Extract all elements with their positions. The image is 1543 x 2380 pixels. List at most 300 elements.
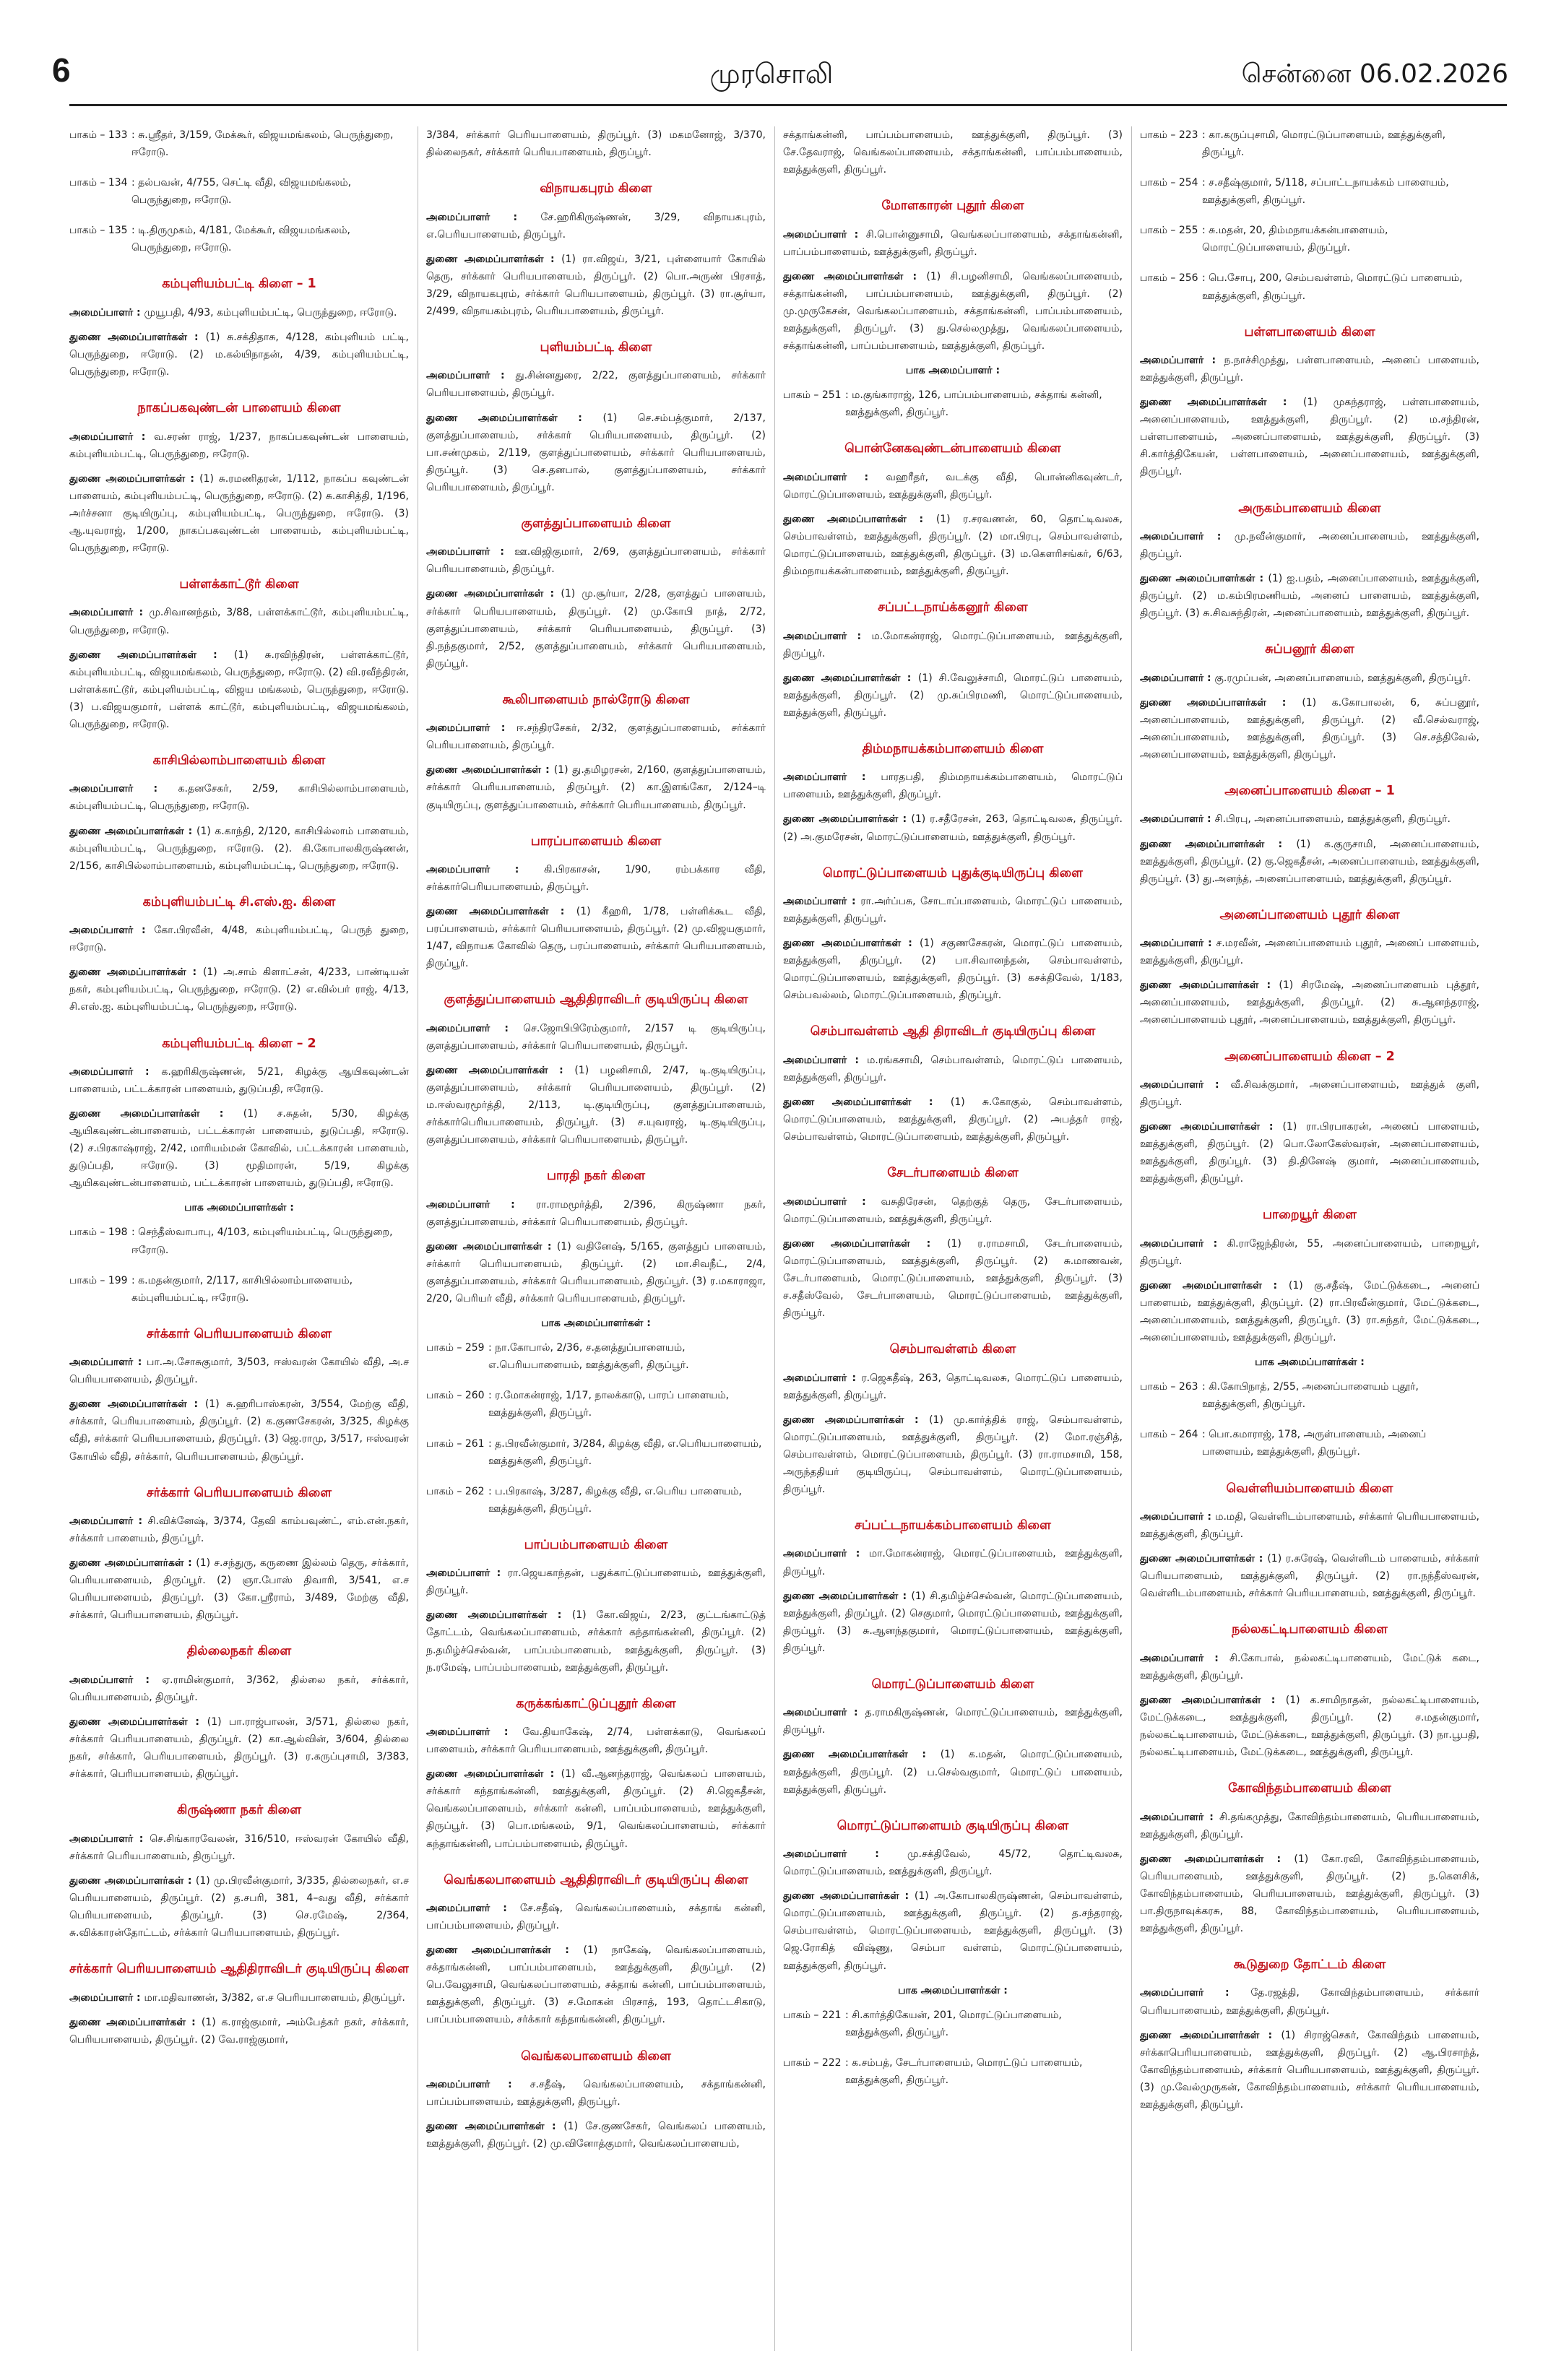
member-details: மு.சக்திவேல், 45/72, தொட்டிவலசு, மொரட்டுப்பாளையம், ஊத்துக்குளி, திருப்பூர். [783, 1848, 1123, 1878]
branch-heading: பள்ளபாளையம் கிளை [1244, 324, 1375, 339]
role-label: அமைப்பாளர் : [69, 306, 144, 319]
member-entry [69, 604, 409, 639]
role-label: துணை அமைப்பாளர்கள் : [1140, 1853, 1295, 1865]
branch-heading: செம்பாவள்ளம் கிளை [889, 1342, 1016, 1357]
member-details: (1) க.சாமிநாதன், நல்லகட்டிபாளையம், மேட்டுக்கடை, ஊத்துக்குளி, திருப்பூர். (2) ச.மதன்குமார், நல்லகட்டிபாளையம், மேட்டுக்கடை, ஊத்துக்குளி, திருப்பூர். (3) நா.பூபதி, நல்லகட்டிபாளையம், மேட்டுக்கடை, ஊத்துக்குளி, திருப்பூர். [1140, 1694, 1479, 1759]
role-label: அமைப்பாளர் : [426, 370, 516, 382]
member-entry [1140, 394, 1479, 480]
member-details: (1) நாகேஷ், வெங்கலப்பாளையம், சக்தாங்கன்னி, பாப்பம்பாளையம், ஊத்துக்குளி, திருப்பூர். (2) பெ.வேலுசாமி, வெங்கலப்பாளையம், சக்தாங் கன்னி, பாப்பம்பாளையம், ஊத்துக்குளி, திருப்பூர். (3) ச.மோகன் பிரசாத், 193, தொட்டசிகாடு, பாப்பம்பாளையம், சர்க்கார் கந்தாங்கன்னி, திருப்பூர். [426, 1944, 766, 2026]
member-entry [783, 628, 1123, 662]
member-entry [783, 1369, 1123, 1404]
member-details: (1) மு.கார்த்திக் ராஜ், செம்பாவள்ளம், மொரட்டுப்பாளையம், ஊத்துக்குளி, திருப்பூர். (2) மோ.ரஞ்சித், செம்பாவள்ளம், மொரட்டுப்பாளையம், திருப்பூர். (3) ரா.ராமசாமி, 158, அருந்ததியர் குடியிருப்பு, செம்பாவள்ளம், மொரட்டுப்பாளையம், திருப்பூர். [783, 1414, 1123, 1495]
member-details: (1) கீஹரி, 1/78, பள்ளிக்கூட வீதி, பரப்பாளையம், சர்க்கார் பெரியபாளையம், திருப்பூர். (2) மு.விஜயகுமார், 1/47, விநாயக கோவில் தெரு, பரப்பாளையம், சர்க்கார் பெரியபாளையம், திருப்பூர். [426, 906, 766, 970]
branch-heading: திம்மநாயக்கம்பாளையம் கிளை [862, 741, 1044, 756]
role-label: அமைப்பாளர் : [783, 1195, 881, 1208]
branch-heading: நாகப்பகவுண்டன் பாளையம் கிளை [137, 401, 341, 416]
booth-member: : பொ.கமாராஜ், 178, அருள்பாளையம், அனைப் பாளையம், ஊத்துக்குளி, திருப்பூர். [1202, 1429, 1427, 1458]
member-details: (1) சி.பழனிசாமி, வெங்கலப்பாளையம், சக்தாங்கன்னி, பாப்பம்பாளையம், ஊத்துக்குளி, திருப்பூர். (2) மு.முருகேசன், வெங்கலப்பாளையம், சக்தாங்கன்னி, பாப்பம்பாளையம், ஊத்துக்குளி, திருப்பூர். (3) து.செல்லமுத்து, வெங்கலப்பாளையம், சக்தாங்கன்னி, பாப்பம்பாளையம், ஊத்துக்குளி, திருப்பூர். [783, 270, 1123, 352]
branch-heading: விநாயகபுரம் கிளை [540, 181, 652, 196]
role-label: துணை அமைப்பாளர்கள் : [783, 270, 927, 282]
branch-heading: சுப்பனூர் கிளை [1265, 642, 1354, 657]
member-details: (1) ர.சுரேஷ், வெள்ளிடம் பாளையம், சர்க்கார் பெரியபாளையம், ஊத்துக்குளி, திருப்பூர். (2) ரா.நந்தீஸ்வரன், வெள்ளிடம்பாளையம், சர்க்கார் பெரியபாளையம், ஊத்துக்குளி, திருப்பூர். [1140, 1553, 1479, 1600]
role-label: அமைப்பாளர் : [1140, 1652, 1230, 1664]
member-entry [426, 1062, 766, 1148]
member-details: முயூபதி, 4/93, கம்புளியம்பட்டி, பெருந்துறை, ஈரோடு. [144, 306, 397, 319]
member-details: (1) து.தமிழரசன், 2/160, குளத்துப்பாளையம், சர்க்கார் பெரியபாளையம், திருப்பூர். (2) கா.இளங்கோ, 2/124–டி குடியிருப்பு, குளத்துப்பாளையம், சர்க்கார் பெரியபாளையம், திருப்பூர். [426, 764, 766, 811]
member-entry [1140, 810, 1479, 828]
booth-member: : சு.மதன், 20, திம்மநாயக்கன்பாளையம், மொரட்டுப்பாளையம், திருப்பூர். [1202, 225, 1388, 254]
member-details: (1) மு.சூர்யா, 2/28, குளத்துப் பாளையம், சர்க்கார் பெரியபாளையம், திருப்பூர். (2) மு.கோபி நாத், 2/72, குளத்துப்பாளையம், சர்க்கார் பெரியபாளையம், திருப்பூர். (3) தி.நந்தகுமார், 2/52, குளத்துப்பாளையம், சர்க்கார் பெரியபாளையம், திருப்பூர். [426, 588, 766, 670]
role-label: அமைப்பாளர் : [1140, 1510, 1216, 1523]
branch-heading: பாரதி நகர் கிளை [547, 1169, 645, 1184]
member-entry [783, 1588, 1123, 1657]
booth-entry [1140, 1378, 1479, 1413]
member-entry [783, 1411, 1123, 1498]
booth-member: : ம.குங்காராஜ், 126, பாப்பம்பாளையம், சக்தாங் கன்னி, ஊத்துக்குளி, திருப்பூர். [845, 389, 1102, 419]
member-entry [69, 1989, 409, 2007]
booth-member: : நா.கோபால், 2/36, ச.தனத்துப்பாளையம், எ.பெரியபாளையம், ஊத்துக்குளி, திருப்பூர். [488, 1342, 689, 1372]
branch-heading: சப்பட்டநாயக்கம்பாளையம் கிளை [855, 1518, 1051, 1533]
member-entry [69, 922, 409, 956]
column-2 [426, 126, 766, 2351]
branch-heading: பாப்பம்பாளையம் கிளை [524, 1537, 668, 1552]
member-entry [69, 1105, 409, 1192]
member-details: சி.கோபால், நல்லகட்டிபாளையம், மேட்டுக் கடை, ஊத்துக்குளி, திருப்பூர். [1140, 1652, 1479, 1682]
branch-heading: சர்க்கார் பெரியபாளையம் கிளை [146, 1485, 332, 1500]
member-details: கு.ரமுப்பன், அனைப்பாளையம், ஊத்துக்குளி, திருப்பூர். [1214, 672, 1471, 684]
role-label: அமைப்பாளர் : [1140, 1237, 1227, 1250]
member-entry [783, 469, 1123, 503]
member-details: (1) கோ.விஜய், 2/23, குட்டங்காட்டுத் தோட்டம், வெங்கலப்பாளையம், சர்க்கார் கந்தாங்கன்னி, திருப்பூர். (2) ந.தமிழ்ச்செல்வன், பாப்பம்பாளையம், ஊத்துக்குளி, திருப்பூர். (3) ந.ரமேஷ், பாப்பம்பாளையம், ஊத்துக்குளி, திருப்பூர். [426, 1609, 766, 1674]
member-details: (1) ச.சந்துரு, கருணை இல்லம் தெரு, சர்க்கார், பெரியபாளையம், திருப்பூர். (2) ஞா.போஸ் திவாரி, 3/541, எ.ச பெரியபாளையம், திருப்பூர். (3) கோ.ஸ்ரீராம், 3/489, மேற்கு வீதி, சர்க்கார், பெரியபாளையம், திருப்பூர். [69, 1557, 409, 1622]
booth-number: பாகம் – 256 [1140, 272, 1198, 285]
member-entry [783, 670, 1123, 722]
member-details: கி.ராஜேந்திரன், 55, அனைப்பாளையம், பாறையூர், திருப்பூர். [1140, 1237, 1479, 1267]
booth-entry [783, 386, 1123, 421]
role-label: துணை அமைப்பாளர்கள் : [1140, 979, 1279, 992]
member-details: ஏ.ராமின்குமார், 3/362, தில்லை நகர், சர்க்கார், பெரியபாளையம், திருப்பூர். [69, 1674, 409, 1703]
member-entry [1140, 1118, 1479, 1187]
role-label: துணை அமைப்பாளர்கள் : [1140, 1279, 1289, 1291]
member-details: ரா.ராமமூர்த்தி, 2/396, கிருஷ்ணா நகர், குளத்துப்பாளையம், சர்க்கார் பெரியபாளையம், திருப்பூர். [426, 1198, 766, 1228]
booth-member: : சி.கார்த்திகேயன், 201, மொரட்டுப்பாளையம், ஊத்துக்குளி, திருப்பூர். [845, 2009, 1062, 2038]
member-details: (1) ர.சரவணன், 60, தொட்டிவலசு, செம்பாவள்ளம், ஊத்துக்குளி, திருப்பூர். (2) மா.பிரபு, செம்பாவள்ளம், மொரட்டுப்பாளையம், ஊத்துக்குளி, திருப்பூர். (3) ம.கௌரிசங்கர், 6/63, திம்மநாயக்கன்பாளையம், ஊத்துக்குளி, திருப்பூர். [783, 513, 1123, 578]
member-entry [783, 769, 1123, 803]
role-label: அமைப்பாளர் : [426, 722, 517, 735]
role-label: அமைப்பாளர் : [783, 228, 866, 241]
member-entry [783, 1094, 1123, 1146]
role-label: அமைப்பாளர் : [1140, 530, 1235, 542]
booth-number: பாகம் – 262 [426, 1485, 485, 1497]
booth-entry [426, 1387, 766, 1421]
role-label: துணை அமைப்பாளர்கள் : [69, 825, 197, 837]
booth-number: பாகம் – 221 [783, 2009, 842, 2021]
member-details: ம.மதி, வெள்ளிடம்பாளையம், சர்க்கார் பெரியபாளையம், ஊத்துக்குளி, திருப்பூர். [1140, 1510, 1479, 1540]
member-entry [426, 1238, 766, 1307]
role-label: அமைப்பாளர் : [69, 925, 155, 937]
member-entry [1140, 1851, 1479, 1937]
member-entry [426, 410, 766, 496]
role-label: அமைப்பாளர் : [1140, 355, 1224, 366]
role-label: அமைப்பாளர் : [783, 1848, 908, 1861]
booth-number: பாகம் – 263 [1140, 1381, 1198, 1393]
role-label: அமைப்பாளர் : [783, 1054, 868, 1066]
member-entry [426, 543, 766, 578]
member-entry [69, 304, 409, 321]
booth-entry [69, 222, 409, 256]
subsection-heading: பாக அமைப்பாளர்கள் : [1255, 1356, 1365, 1369]
member-details: ரா.ஜெயகாந்தன், பதுக்காட்டுப்பாளையம், ஊத்துக்குளி, திருப்பூர். [426, 1567, 766, 1597]
branch-heading: அனைப்பாளையம் கிளை – 2 [1224, 1049, 1395, 1064]
branch-heading: கம்புளியம்பட்டி கிளை – 2 [162, 1036, 316, 1051]
booth-number: பாகம் – 135 [69, 225, 128, 237]
member-entry [1140, 670, 1479, 687]
role-label: அமைப்பாளர் : [783, 771, 881, 784]
branch-heading: கம்புளியம்பட்டி சி.எஸ்.ஐ. கிளை [142, 894, 336, 909]
member-details: (1) க.ராஜ்குமார், அம்பேத்கர் நகர், சர்க்கார், பெரியபாளையம், திருப்பூர். (2) வே.ராஜ்குமார், [69, 2016, 409, 2046]
booth-entry [1140, 174, 1479, 209]
member-entry [426, 1723, 766, 1758]
member-details: கி.பிரகாசன், 1/90, ரம்பக்கார வீதி, சர்க்கார்பெரியபாளையம், திருப்பூர். [426, 863, 766, 893]
page-number: 6 [52, 51, 71, 89]
member-details: (1) மு.பிரவீன்குமார், 3/335, தில்லைநகர், எ.ச பெரியபாளையம், திருப்பூர். (2) த.சபரி, 381, 4–வது வீதி, சர்க்கார் பெரியபாளையம், திருப்பூர். (3) செ.ரமேஷ், 2/364, சு.விக்காரன்தோட்டம், சர்க்கார் பெரியபாளையம், திருப்பூர். [69, 1874, 409, 1939]
role-label: துணை அமைப்பாளர்கள் : [426, 253, 562, 265]
branch-heading: கம்புளியம்பட்டி கிளை – 1 [162, 277, 316, 292]
booth-member: : ச.சதீஷ்குமார், 5/118, சப்பாட்டநாயக்கம் பாளையம், ஊத்துக்குளி, திருப்பூர். [1202, 177, 1449, 207]
column-divider [1131, 126, 1132, 2351]
member-details: ந.நாச்சிமுத்து, பள்ளபாளையம், அனைப் பாளையம், ஊத்துக்குளி, திருப்பூர். [1140, 355, 1479, 384]
member-entry [783, 1845, 1123, 1880]
member-entry [426, 126, 766, 161]
role-label: துணை அமைப்பாளர்கள் : [1140, 573, 1268, 585]
member-details: (1) சு.ரமணிதரன், 1/112, நாகப்ப கவுண்டன் பாளையம், கம்புளியம்பட்டி, பெருந்துறை, ஈரோடு. (2) சு.காசித்தி, 1/196, அர்ச்சனா குடியிருப்பு, கம்புளியம்பட்டி, பெருந்துறை, ஈரோடு. (3) ஆ.யுவராஜ், 1/200, நாகப்பகவுண்டன் பாளையம், கம்புளியம்பட்டி, பெருந்துறை, ஈரோடு. [69, 472, 409, 554]
subsection-heading: பாக அமைப்பாளர் : [905, 365, 1000, 377]
role-label: துணை அமைப்பாளர்கள் : [69, 1398, 205, 1411]
member-details: (1) ரா.பிரபாகரன், அனைப் பாளையம், ஊத்துக்குளி, திருப்பூர். (2) பொ.லோகேஸ்வரன், அனைப்பாளையம், ஊத்துக்குளி, திருப்பூர். (3) தி.தினேஷ் குமார், அனைப்பாளையம், ஊத்துக்குளி, திருப்பூர். [1140, 1121, 1479, 1185]
member-entry [69, 470, 409, 557]
member-details: (1) கோ.ரவி, கோவிந்தம்பாளையம், பெரியபாளையம், ஊத்துக்குளி, திருப்பூர். (2) ந.கௌசிக், கோவிந்தம்பாளையம், பெரியபாளையம், ஊத்துக்குளி, திருப்பூர். (3) பா.திருநாவுக்கரசு, 88, கோவிந்தம்பாளையம், பெரியபாளையம், ஊத்துக்குளி, திருப்பூர். [1140, 1853, 1479, 1934]
role-label: அமைப்பாளர் : [426, 2078, 530, 2090]
branch-heading: சர்க்கார் பெரியபாளையம் கிளை [146, 1326, 332, 1341]
branch-heading: அனைப்பாளையம் புதூர் கிளை [1219, 907, 1400, 922]
member-details: சக்தாங்கன்னி, பாப்பம்பாளையம், ஊத்துக்குளி, திருப்பூர். (3) சே.தேவராஜ், வெங்கலப்பாளையம், சக்தாங்கன்னி, பாப்பம்பாளையம், ஊத்துக்குளி, திருப்பூர். [783, 129, 1123, 176]
member-entry [426, 367, 766, 402]
member-entry [1140, 694, 1479, 763]
member-entry [69, 329, 409, 381]
booth-member: : தல்பவன், 4/755, செட்டி வீதி, விஜயமங்கலம், பெருந்துறை, ஈரோடு. [131, 177, 352, 207]
member-entry [69, 1713, 409, 1783]
header-rule [69, 104, 1507, 106]
role-label: அமைப்பாளர் : [69, 783, 178, 795]
member-entry [69, 1830, 409, 1865]
role-label: துணை அமைப்பாளர்கள் : [1140, 397, 1303, 409]
branch-heading: காசிபில்லாம்பாளையம் கிளை [152, 753, 326, 768]
branch-heading: புளியம்பட்டி கிளை [540, 340, 652, 355]
branch-heading: சர்க்கார் பெரியபாளையம் ஆதிதிராவிடர் குடியிருப்பு கிளை [69, 1962, 409, 1977]
role-label: துணை அமைப்பாளர்கள் : [69, 1874, 196, 1887]
branch-heading: சப்பட்டநாய்க்கனூர் கிளை [878, 600, 1028, 615]
member-entry [426, 903, 766, 972]
member-details: செ.ஜோபிபிரேம்குமார், 2/157 டி குடியிருப்பு, குளத்துப்பாளையம், சர்க்கார் பெரியபாளையம், திருப்பூர். [426, 1022, 766, 1052]
member-entry [783, 893, 1123, 927]
member-details: (1) க.மதன், மொரட்டுப்பாளையம், ஊத்துக்குளி, திருப்பூர். (2) ப.செல்வகுமார், மொரட்டுப் பாளையம், ஊத்துக்குளி, திருப்பூர். [783, 1749, 1123, 1796]
member-entry [1140, 836, 1479, 888]
member-details: (1) கு.சதீஷ், மேட்டுக்கடை, அனைப் பாளையம், ஊத்துக்குளி, திருப்பூர். (2) ரா.பிரவீன்குமார், மேட்டுக்கடை, அனைப்பாளையம், ஊத்துக்குளி, திருப்பூர். (3) ரா.சுந்தர், மேட்டுக்கடை, அனைப்பாளையம், ஊத்துக்குளி, திருப்பூர். [1140, 1279, 1479, 1344]
branch-heading: மொரட்டுப்பாளையம் குடியிருப்பு கிளை [837, 1818, 1069, 1833]
role-label: துணை அமைப்பாளர்கள் : [426, 588, 561, 600]
member-details: (1) சி.வேலுச்சாமி, மொரட்டுப் பாளையம், ஊத்துக்குளி, திருப்பூர். (2) மு.சுப்பிரமணி, மொரட்டுப்பாளையம், ஊத்துக்குளி, திருப்பூர். [783, 672, 1123, 719]
role-label: அமைப்பாளர் : [69, 1991, 144, 2004]
booth-member: : செந்தீஸ்வாபாபு, 4/103, கம்புளியம்பட்டி, பெருந்துறை, ஈரோடு. [131, 1226, 393, 1256]
member-entry [1140, 2027, 1479, 2113]
member-details: 3/384, சர்க்கார் பெரியபாளையம், திருப்பூர். (3) மகமனோஜ், 3/370, தில்லைநகர், சர்க்கார் பெரியபாளையம், திருப்பூர். [426, 129, 766, 159]
member-entry [426, 1565, 766, 1599]
booth-member: : பெ.சோபு, 200, செம்பவள்ளம், மொரட்டுப் பாளையம், ஊத்துக்குளி, திருப்பூர். [1202, 272, 1463, 302]
booth-number: பாகம் – 261 [426, 1437, 485, 1450]
role-label: துணை அமைப்பாளர்கள் : [783, 1096, 951, 1108]
member-details: து.சின்னதுரை, 2/22, குளத்துப்பாளையம், சர்க்கார் பெரியபாளையம், திருப்பூர். [426, 370, 766, 399]
branch-heading: கருக்கங்காட்டுப்புதூர் கிளை [516, 1696, 676, 1711]
role-label: துணை அமைப்பாளர்கள் : [1140, 838, 1297, 850]
member-entry [426, 1196, 766, 1231]
member-details: (1) ஐ.பதம், அனைப்பாளையம், ஊத்துக்குளி, திருப்பூர். (2) ம.கம்பிரமணியம், அனைப் பாளையம், ஊத்துக்குளி, திருப்பூர். (3) சு.சிவசுந்திரன், அனைப்பாளையம், ஊத்துக்குளி, திருப்பூர். [1140, 573, 1479, 620]
role-label: அமைப்பாளர் : [426, 1902, 520, 1914]
role-label: அமைப்பாளர் : [426, 1567, 508, 1580]
role-label: அமைப்பாளர் : [1140, 1078, 1231, 1091]
role-label: துணை அமைப்பாளர்கள் : [426, 764, 554, 776]
branch-heading: வெங்கலபாளையம் கிளை [521, 2048, 671, 2064]
member-entry [1140, 1235, 1479, 1270]
member-entry [783, 1704, 1123, 1739]
role-label: துணை அமைப்பாளர்கள் : [69, 1108, 243, 1120]
booth-number: பாகம் – 134 [69, 177, 128, 189]
member-details: க.தனசேகர், 2/59, காசிபில்லாம்பாளையம், கம்புளியம்பட்டி, பெருந்துறை, ஈரோடு. [69, 783, 409, 813]
member-entry [69, 1513, 409, 1547]
member-details: (1) வதினேஷ், 5/165, குளத்துப் பாளையம், சர்க்கார் பெரியபாளையம், திருப்பூர். (2) மா.சிவநீட், 2/4, குளத்துப்பாளையம், சர்க்கார் பெரியபாளையம், திருப்பூர். (3) ர.மகாராஜா, 2/20, பெரியர் வீதி, சர்க்கார் பெரியபாளையம், திருப்பூர். [426, 1240, 766, 1305]
booth-entry [1140, 1426, 1479, 1461]
member-entry [426, 2076, 766, 2111]
branch-heading: நல்லகட்டிபாளையம் கிளை [1232, 1622, 1388, 1637]
branch-heading: கோவிந்தம்பாளையம் கிளை [1228, 1781, 1391, 1796]
member-entry [426, 1020, 766, 1055]
role-label: துணை அமைப்பாளர்கள் : [69, 2016, 202, 2028]
branch-heading: கிருஷ்ணா நகர் கிளை [177, 1803, 301, 1818]
member-details: (1) சு.சக்திதாசு, 4/128, கம்புளியம் பட்டி, பெருந்துறை, ஈரோடு. (2) ம.கல்யிநாதன், 4/39, கம்புளியம்பட்டி, பெருந்துறை, ஈரோடு. [69, 331, 409, 378]
branch-heading: மொரட்டுப்பாளையம் கிளை [871, 1676, 1034, 1692]
role-label: அமைப்பாளர் : [69, 1515, 148, 1527]
booth-member: : க.சம்பத், சேடர்பாளையம், மொரட்டுப் பாளையம், ஊத்துக்குளி, திருப்பூர். [845, 2056, 1083, 2086]
booth-entry [69, 174, 409, 209]
role-label: அமைப்பாளர் : [426, 1022, 524, 1034]
member-details: சே.சதீஷ், வெங்கலப்பாளையம், சக்தாங் கன்னி, பாப்பம்பாளையம், திருப்பூர். [426, 1902, 766, 1932]
member-details: ம.ரங்கசாமி, செம்பாவள்ளம், மொரட்டுப் பாளையம், ஊத்துக்குளி, திருப்பூர். [783, 1054, 1123, 1083]
role-label: துணை அமைப்பாளர்கள் : [69, 1715, 207, 1728]
member-details: (1) ச.சுதன், 5/30, கிழக்கு ஆயிகவுண்டன்பாளையம், பட்டக்காரன் பாளையம், துடுப்பதி, ஈரோடு. (2) ச.பிரகாஷ்ராஜ், 2/42, மாரியம்மன் கோவில், பட்டக்காரன் பாளையம், துடுப்பதி, ஈரோடு. (3) மூதிமாரன், 5/19, கிழக்கு ஆயிகவுண்டன்பாளையம், பட்டக்காரன் பாளையம், துடுப்பதி, ஈரோடு. [69, 1108, 409, 1190]
booth-number: பாகம் – 223 [1140, 129, 1198, 141]
role-label: அமைப்பாளர் : [426, 211, 541, 223]
member-details: மா.மோகன்ராஜ், மொரட்டுப்பாளையம், ஊத்துக்குளி, திருப்பூர். [783, 1548, 1123, 1578]
booth-member: : ப.பிரகாஷ், 3/287, கிழக்கு வீதி, எ.பெரிய பாளையம், ஊத்துக்குளி, திருப்பூர். [488, 1485, 742, 1515]
member-details: (1) ர.சதீரேசன், 263, தொட்டிவலசு, திருப்பூர். (2) அ.குமரேசன், மொரட்டுப்பாளையம், ஊத்துக்குளி, திருப்பூர். [783, 813, 1123, 843]
member-details: சி.விக்னேஷ், 3/374, தேவி காம்பவுண்ட், எம்.என்.நகர், சர்க்கார் பாளையம், திருப்பூர். [69, 1515, 409, 1545]
booth-member: : த.பிரவீன்குமார், 3/284, கிழக்கு வீதி, எ.பெரியபாளையம், ஊத்துக்குளி, திருப்பூர். [488, 1437, 762, 1467]
member-entry [426, 761, 766, 813]
member-details: வசுதிரேசன், தெற்குத் தெரு, சேடர்பாளையம், மொரட்டுப்பாளையம், ஊத்துக்குளி, திருப்பூர். [783, 1195, 1123, 1225]
role-label: அமைப்பாளர் : [1140, 1987, 1251, 1999]
role-label: துணை அமைப்பாளர்கள் : [426, 1609, 572, 1622]
branch-heading: கூடுதுறை தோட்டம் கிளை [1233, 1957, 1386, 1973]
member-details: ஊ.விஜிகுமார், 2/69, குளத்துப்பாளையம், சர்க்கார் பெரியபாளையம், திருப்பூர். [426, 546, 766, 576]
masthead [0, 0, 1543, 101]
role-label: துணை அமைப்பாளர்கள் : [783, 672, 918, 684]
role-label: துணை அமைப்பாளர்கள் : [783, 813, 912, 826]
booth-entry [69, 1224, 409, 1258]
branch-heading: பாறையூர் கிளை [1263, 1208, 1357, 1223]
member-entry [426, 585, 766, 672]
role-label: அமைப்பாளர் : [783, 1548, 869, 1560]
member-entry [69, 2014, 409, 2048]
booth-entry [1140, 222, 1479, 256]
member-details: (1) க.குருசாமி, அனைப்பாளையம், ஊத்துக்குளி, திருப்பூர். (2) கு.ஜெகதீசன், அனைப்பாளையம், ஊத்துக்குளி, திருப்பூர். (3) து.அனந்த், அனைப்பாளையம், ஊத்துக்குளி, திருப்பூர். [1140, 838, 1479, 885]
member-entry [783, 511, 1123, 580]
member-entry [783, 935, 1123, 1004]
member-details: வ.சரண் ராஜ், 1/237, நாகப்பகவுண்டன் பாளையம், கம்புளியம்பட்டி, பெருந்துறை, ஈரோடு. [69, 430, 409, 460]
member-details: ச.சதீஷ், வெங்கலப்பாளையம், சக்தாங்கன்னி, பாப்பம்பாளையம், ஊத்துக்குளி, திருப்பூர். [426, 2078, 766, 2108]
member-details: வஹரீதர், வடக்கு வீதி, பொன்னிகவுண்டர், மொரட்டுப்பாளையம், ஊத்துக்குளி, திருப்பூர். [783, 471, 1123, 501]
member-entry [783, 1052, 1123, 1086]
column-1 [69, 126, 409, 2351]
member-entry [69, 780, 409, 815]
booth-number: பாகம் – 199 [69, 1274, 128, 1286]
member-details: சே.ஹரிகிருஷ்ணன், 3/29, விநாயகபுரம், எ.பெரியபாளையம், திருப்பூர். [426, 211, 766, 241]
role-label: துணை அமைப்பாளர்கள் : [783, 1237, 948, 1250]
booth-entry [426, 1339, 766, 1374]
member-details: சி.பொன்னுசாமி, வெங்கலப்பாளையம், சக்தாங்கன்னி, பாப்பம்பாளையம், ஊத்துக்குளி, திருப்பூர். [783, 228, 1123, 258]
subsection-heading: பாக அமைப்பாளர்கள் : [184, 1202, 294, 1214]
member-entry [783, 1887, 1123, 1974]
member-entry [69, 1872, 409, 1942]
member-entry [1140, 352, 1479, 386]
booth-number: பாகம் – 259 [426, 1342, 485, 1354]
branch-heading: மோளகாரன் புதூர் கிளை [881, 199, 1024, 214]
member-details: ரா.அர்ப்பசு, சோடாப்பாளையம், மொரட்டுப் பாளையம், ஊத்துக்குளி, திருப்பூர். [783, 895, 1123, 925]
member-details: தே.ரஜத்தி, கோவிந்தம்பாளையம், சர்க்கார் பெரியபாளையம், ஊத்துக்குளி, திருப்பூர். [1140, 1987, 1479, 2017]
member-details: (1) முகந்தராஜ், பள்ளபாளையம், அனைப்பாளையம், ஊத்துக்குளி, திருப்பூர். (2) ம.சந்திரன், பள்ளபாளையம், அனைப்பாளையம், ஊத்துக்குளி, திருப்பூர். (3) சி.கார்த்திகேயன், பள்ளபாளையம், அனைப்பாளையம், ஊத்துக்குளி, திருப்பூர். [1140, 397, 1479, 478]
member-entry [69, 1671, 409, 1706]
member-details: (1) சு.கோகுல், செம்பாவள்ளம், மொரட்டுப்பாளையம், ஊத்துக்குளி, திருப்பூர். (2) அபத்தர் ராஜ், செம்பாவள்ளம், மொரட்டுப்பாளையம், ஊத்துக்குளி, திருப்பூர். [783, 1096, 1123, 1143]
member-details: ச.மரவீன், அனைப்பாளையம் புதூர், அனைப் பாளையம், ஊத்துக்குளி, திருப்பூர். [1140, 938, 1479, 967]
member-entry [426, 1942, 766, 2028]
role-label: துணை அமைப்பாளர்கள் : [426, 412, 603, 424]
role-label: அமைப்பாளர் : [69, 430, 154, 443]
place-and-date: சென்னை 06.02.2026 [1241, 59, 1508, 89]
member-details: (1) சே.குணசேகர், வெங்கலப் பாளையம், ஊத்துக்குளி, திருப்பூர். (2) மு.வினோத்குமார், வெங்கலப்பாளையம், [426, 2121, 766, 2150]
member-entry [1140, 1508, 1479, 1543]
booth-entry [1140, 126, 1479, 161]
role-label: துணை அமைப்பாளர்கள் : [783, 1590, 912, 1602]
branch-heading: தில்லைநகர் கிளை [186, 1644, 292, 1659]
member-entry [1140, 1277, 1479, 1346]
member-entry [69, 1354, 409, 1388]
branch-heading: குளத்துப்பாளையம் ஆதிதிராவிடர் குடியிருப்பு கிளை [444, 992, 748, 1008]
role-label: துணை அமைப்பாளர்கள் : [69, 966, 203, 979]
member-details: மு.நவீன்குமார், அனைப்பாளையம், ஊத்துக்குளி, திருப்பூர். [1140, 530, 1479, 560]
member-details: (1) செ.சம்பத்குமார், 2/137, குளத்துப்பாளையம், சர்க்கார் பெரியபாளையம், திருப்பூர். (2) பா.சண்முகம், 2/119, குளத்துப்பாளையம், சர்க்கார் பெரியபாளையம், திருப்பூர். (3) செ.தனபால், குளத்துப்பாளையம், சர்க்கார் பெரியபாளையம், திருப்பூர். [426, 412, 766, 493]
member-entry [426, 1900, 766, 1934]
member-entry [69, 1063, 409, 1098]
branch-heading: மொரட்டுப்பாளையம் புதுக்குடியிருப்பு கிளை [823, 865, 1083, 880]
member-entry [1140, 570, 1479, 622]
member-details: த.ராமகிருஷ்ணன், மொரட்டுப்பாளையம், ஊத்துக்குளி, திருப்பூர். [783, 1707, 1123, 1736]
member-entry [426, 1765, 766, 1852]
member-details: (1) ர.ராமசாமி, சேடர்பாளையம், மொரட்டுப்பாளையம், ஊத்துக்குளி, திருப்பூர். (2) சு.மாணவன், சேடர்பாளையம், மொரட்டுப்பாளையம், ஊத்துக்குளி, திருப்பூர். (3) ச.சதீஸ்வேல், சேடர்பாளையம், மொரட்டுப்பாளையம், ஊத்துக்குளி, திருப்பூர். [783, 1237, 1123, 1320]
member-entry [1140, 935, 1479, 969]
role-label: துணை அமைப்பாளர்கள் : [426, 1768, 561, 1780]
booth-member: : கா.கருப்புசாமி, மொரட்டுப்பாளையம், ஊத்துக்குளி, திருப்பூர். [1202, 129, 1446, 159]
booth-entry [426, 1435, 766, 1470]
member-entry [426, 861, 766, 896]
subsection-heading: பாக அமைப்பாளர்கள் : [541, 1317, 651, 1330]
role-label: துணை அமைப்பாளர்கள் : [426, 906, 576, 918]
column-4 [1140, 126, 1479, 2351]
role-label: அமைப்பாளர் : [426, 1198, 536, 1211]
booth-entry [426, 1483, 766, 1518]
member-entry [426, 1606, 766, 1676]
role-label: துணை அமைப்பாளர்கள் : [1140, 1121, 1283, 1133]
member-details: (1) அ.கோபாலகிருஷ்ணன், செம்பாவள்ளம், மொரட்டுப்பாளையம், ஊத்துக்குளி, திருப்பூர். (2) த.சந்தராஜ், செம்பாவள்ளம், மொரட்டுப்பாளையம், ஊத்துக்குளி, திருப்பூர். (3) ஜெ.ரோகித் விஷ்ணு, செம்பா வள்ளம், மொரட்டுப்பாளையம், ஊத்துக்குளி, திருப்பூர். [783, 1890, 1123, 1972]
member-entry [1140, 1650, 1479, 1684]
member-entry [1140, 1550, 1479, 1602]
role-label: துணை அமைப்பாளர்கள் : [1140, 1553, 1268, 1565]
role-label: துணை அமைப்பாளர்கள் : [1140, 1694, 1286, 1706]
member-details: (1) சிரமேஷ், அனைப்பாளையம் புத்தூர், அனைப்பாளையம், ஊத்துக்குளி, திருப்பூர். (2) சு.ஆனந்தராஜ், அனைப்பாளையம் புதூர், அனைப்பாளையம், ஊத்துக்குளி, திருப்பூர். [1140, 979, 1479, 1026]
booth-entry [783, 2007, 1123, 2041]
member-details: (1) பழனிசாமி, 2/47, டி.குடியிருப்பு, குளத்துப்பாளையம், சர்க்கார் பெரியபாளையம், திருப்பூர். (2) ம.ஈஸ்வரமூர்த்தி, 2/113, டி.குடியிருப்பு, குளத்துப்பாளையம், சர்க்கார்பெரியபாளையம், திருப்பூர். (3) ச.யுவராஜ், டி.குடியிருப்பு, குளத்துப்பாளையம், சர்க்கார் பெரியபாளையம், திருப்பூர். [426, 1064, 766, 1146]
role-label: அமைப்பாளர் : [783, 1372, 862, 1384]
booth-entry [69, 126, 409, 161]
member-details: (1) அ.சாம் கிளாட்சன், 4/233, பாண்டியன் நகர், கம்புளியம்பட்டி, பெருந்துறை, ஈரோடு. (2) எ.வில்பர் ராஜ், 4/13, சி.எஸ்.ஐ. கம்புளியம்பட்டி, பெருந்துறை, ஈரோடு. [69, 966, 409, 1013]
member-details: (1) ரா.விஜய், 3/21, புள்ளையார் கோயில் தெரு, சர்க்கார் பெரியபாளையம், திருப்பூர். (2) பொ.அருண் பிரசாத், 3/29, விநாயகபுரம், சர்க்கார் பெரியபாளையம், திருப்பூர். (3) ரா.சூர்யா, 2/499, விநாயகம்புரம், பெரியபாளையம், திருப்பூர். [426, 253, 766, 317]
column-divider [774, 126, 775, 2351]
booth-number: பாகம் – 251 [783, 389, 842, 402]
role-label: அமைப்பாளர் : [783, 895, 861, 907]
member-details: (1) சு.ரவிந்திரன், பள்ளக்காட்டூர், கம்புளியம்பட்டி, விஜயமங்கலம், பெருந்துறை, ஈரோடு. (2) வி.ரவீந்திரன், பள்ளக்காட்டூர், கம்புளியம்பட்டி, விஜய மங்கலம், பெருந்துறை, ஈரோடு. (3) ப.விஜயகுமார், பள்ளக் காட்டூர், கம்புளியம்பட்டி, விஜயமங்கலம், பெருந்துறை, ஈரோடு. [69, 649, 409, 730]
role-label: துணை அமைப்பாளர்கள் : [783, 1749, 941, 1761]
member-entry [783, 1746, 1123, 1798]
booth-entry [69, 1272, 409, 1307]
booth-entry [1140, 269, 1479, 304]
member-entry [783, 268, 1123, 355]
member-details: (1) சி.தமிழ்ச்செல்வன், மொரட்டுப்பாளையம், ஊத்துக்குளி, திருப்பூர். (2) செகுமார், மொரட்டுப்பாளையம், ஊத்துக்குளி, திருப்பூர். (3) சு.ஆனந்தகுமார், மொரட்டுப்பாளையம், ஊத்துக்குளி, திருப்பூர். [783, 1590, 1123, 1654]
role-label: அமைப்பாளர் : [69, 607, 150, 619]
member-entry [426, 2118, 766, 2152]
member-entry [426, 209, 766, 243]
booth-number: பாகம் – 264 [1140, 1429, 1198, 1441]
member-entry [69, 1395, 409, 1465]
subsection-heading: பாக அமைப்பாளர்கள் : [898, 1984, 1008, 1996]
branch-heading: செம்பாவள்ளம் ஆதி திராவிடர் குடியிருப்பு கிளை [810, 1024, 1096, 1039]
member-entry [783, 1235, 1123, 1322]
newspaper-name: முரசொலி [709, 58, 834, 90]
booth-number: பாகம் – 133 [69, 129, 128, 141]
branch-heading: குளத்துப்பாளையம் கிளை [521, 516, 671, 531]
role-label: அமைப்பாளர் : [783, 1707, 865, 1719]
role-label: அமைப்பாளர் : [426, 863, 544, 875]
member-details: க.ஹரிகிருஷ்ணன், 5/21, கிழக்கு ஆயிகவுண்டன் பாளையம், பட்டக்காரன் பாளையம், துடுப்பதி, ஈரோடு. [69, 1065, 409, 1095]
booth-number: பாகம் – 254 [1140, 177, 1198, 189]
role-label: துணை அமைப்பாளர்கள் : [426, 1240, 557, 1252]
member-entry [1140, 1076, 1479, 1111]
